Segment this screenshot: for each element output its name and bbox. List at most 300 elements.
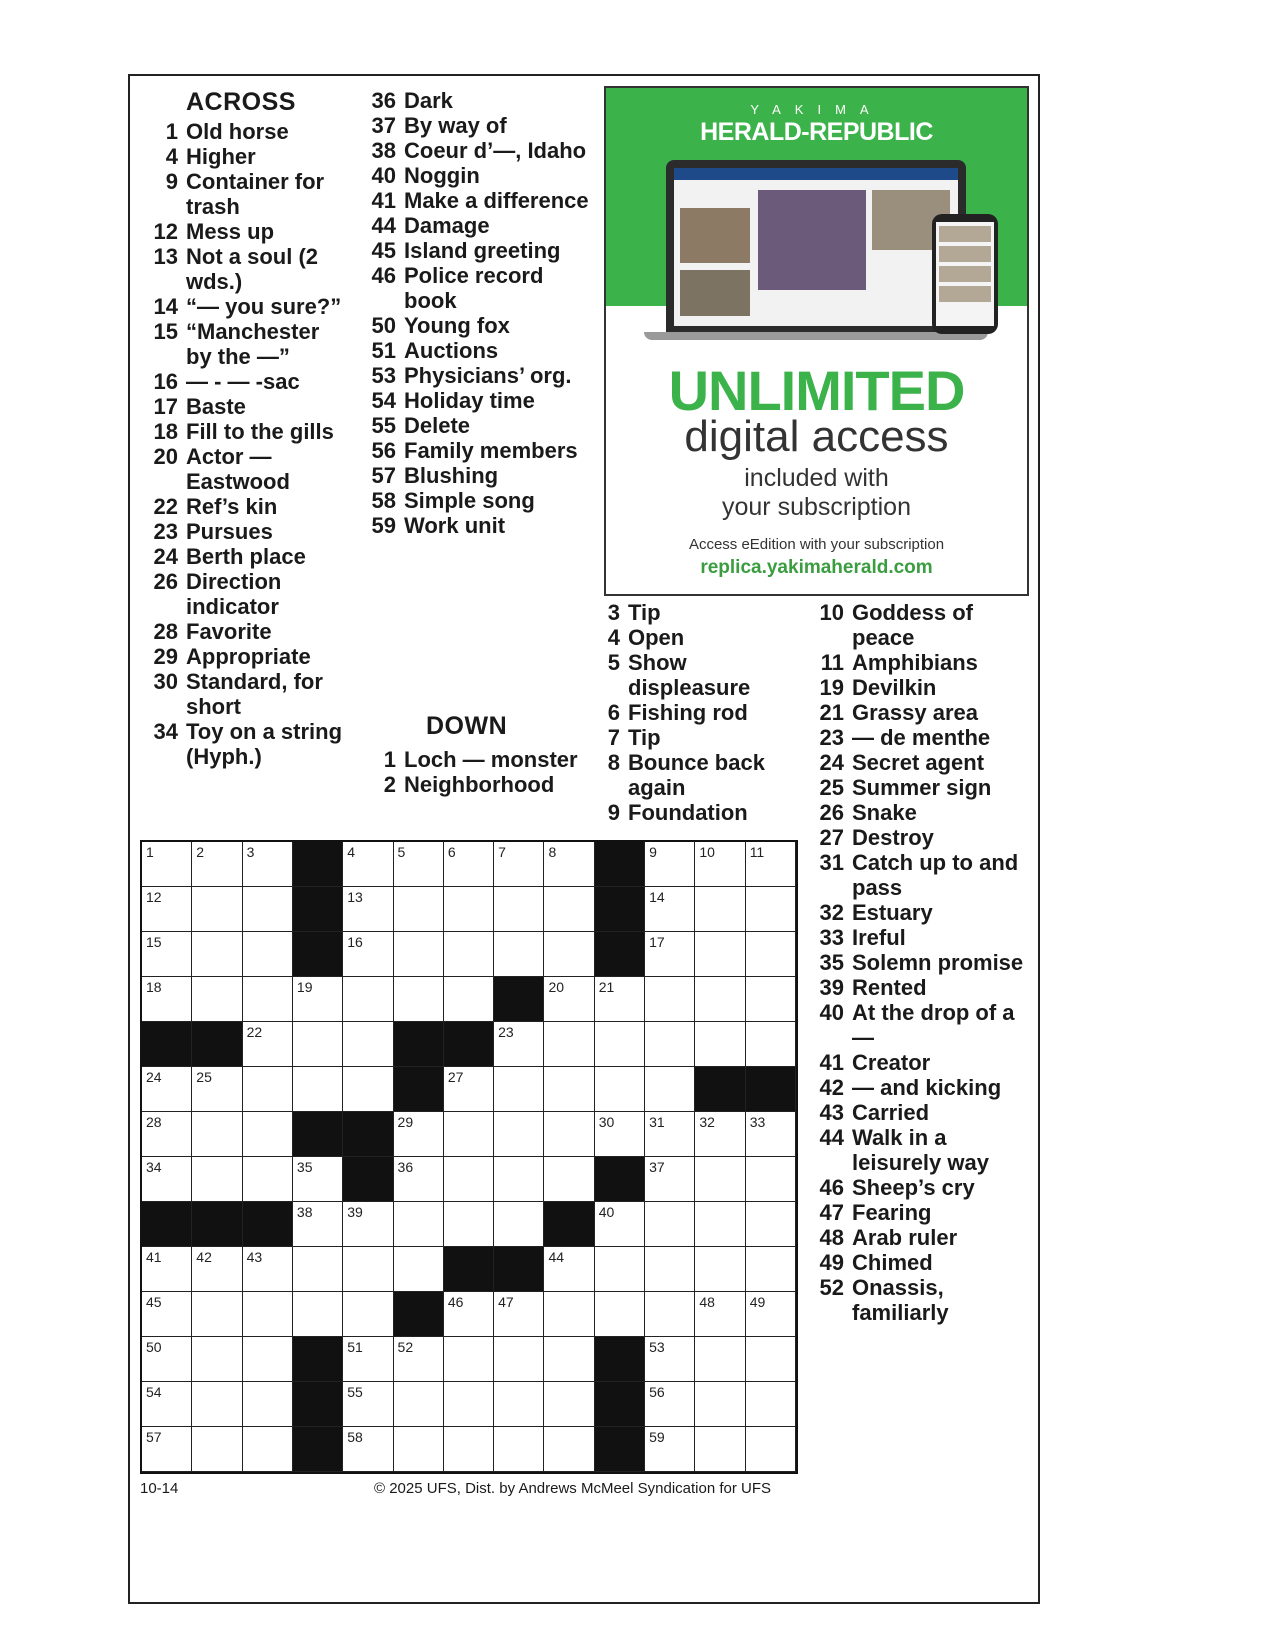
grid-cell[interactable] <box>142 977 192 1022</box>
grid-cell[interactable] <box>444 1382 494 1427</box>
grid-cell[interactable] <box>192 1292 242 1337</box>
clue-number: 24 <box>819 750 844 775</box>
grid-cell[interactable] <box>343 1022 393 1067</box>
across-clue[interactable] <box>140 569 350 619</box>
across-clue[interactable] <box>140 544 350 569</box>
cell-number: 19 <box>296 979 313 995</box>
grid-cell[interactable] <box>444 1337 494 1382</box>
grid-cell[interactable] <box>746 1382 796 1427</box>
down-clue[interactable] <box>358 747 598 772</box>
grid-cell[interactable] <box>544 1337 594 1382</box>
grid-cell[interactable] <box>293 977 343 1022</box>
grid-cell[interactable] <box>142 1382 192 1427</box>
grid-cell[interactable] <box>595 1067 645 1112</box>
grid-cell[interactable] <box>444 1157 494 1202</box>
grid-cell[interactable] <box>343 887 393 932</box>
clue-text: Not a soul (2 wds.) <box>186 244 319 294</box>
grid-cell[interactable] <box>494 1337 544 1382</box>
across-clue[interactable] <box>358 463 598 488</box>
grid-cell[interactable] <box>695 932 745 977</box>
grid-cell[interactable] <box>394 1427 444 1472</box>
down-column-1 <box>358 712 598 797</box>
across-clue[interactable] <box>358 313 598 338</box>
grid-cell[interactable] <box>343 1337 393 1382</box>
grid-cell[interactable] <box>695 1112 745 1157</box>
cell-number: 54 <box>146 1384 162 1400</box>
across-clue[interactable] <box>140 244 350 294</box>
grid-cell[interactable] <box>444 932 494 977</box>
grid-cell[interactable] <box>343 1292 393 1337</box>
clue-text: Work unit <box>404 513 506 538</box>
grid-cell[interactable] <box>444 1427 494 1472</box>
down-clue[interactable] <box>806 925 1038 950</box>
grid-cell[interactable] <box>645 1247 695 1292</box>
down-clue[interactable] <box>806 1200 1038 1225</box>
down-clue[interactable] <box>806 1000 1038 1050</box>
across-clue[interactable] <box>358 238 598 263</box>
across-clue[interactable] <box>358 188 598 213</box>
down-clue[interactable] <box>806 1125 1038 1175</box>
down-clue[interactable] <box>806 1225 1038 1250</box>
grid-block <box>293 887 343 932</box>
down-clue[interactable] <box>806 950 1038 975</box>
grid-cell[interactable] <box>494 1427 544 1472</box>
clue-text: — de menthe <box>852 725 991 750</box>
down-clue[interactable] <box>582 650 802 700</box>
clue-number: 36 <box>371 88 396 113</box>
grid-cell[interactable] <box>192 1427 242 1472</box>
grid-cell[interactable] <box>494 1022 544 1067</box>
grid-cell[interactable] <box>746 1157 796 1202</box>
ad-subhead: digital access <box>684 412 949 461</box>
grid-cell[interactable] <box>544 1247 594 1292</box>
clue-text: Summer sign <box>852 775 992 800</box>
grid-cell[interactable] <box>192 932 242 977</box>
grid-cell[interactable] <box>142 1427 192 1472</box>
clue-number: 57 <box>371 463 396 488</box>
grid-cell[interactable] <box>695 1157 745 1202</box>
clue-number: 54 <box>371 388 396 413</box>
clue-number: 24 <box>153 544 178 569</box>
down-clue[interactable] <box>806 750 1038 775</box>
across-clue[interactable] <box>358 488 598 513</box>
clue-text: By way of <box>404 113 507 138</box>
grid-cell[interactable] <box>394 1382 444 1427</box>
across-clue[interactable] <box>358 513 598 538</box>
across-clue[interactable] <box>140 219 350 244</box>
cell-number: 39 <box>347 1204 363 1220</box>
grid-cell[interactable] <box>494 887 544 932</box>
cell-number: 23 <box>498 1024 514 1040</box>
copyright-text: © 2025 UFS, Dist. by Andrews McMeel Syndication for UFS <box>374 1480 772 1497</box>
grid-cell[interactable] <box>645 887 695 932</box>
across-clue[interactable] <box>140 319 350 369</box>
cell-number: 3 <box>246 844 255 860</box>
grid-cell[interactable] <box>746 1022 796 1067</box>
grid-cell[interactable] <box>192 887 242 932</box>
grid-cell[interactable] <box>243 887 293 932</box>
grid-cell[interactable] <box>544 1157 594 1202</box>
grid-cell[interactable] <box>293 1067 343 1112</box>
down-clue[interactable] <box>582 600 802 625</box>
grid-cell[interactable] <box>544 1067 594 1112</box>
clue-text: Catch up to and pass <box>852 850 1019 900</box>
cell-number: 17 <box>649 934 665 950</box>
grid-cell[interactable] <box>595 977 645 1022</box>
clue-number: 51 <box>371 338 396 363</box>
grid-cell[interactable] <box>343 1382 393 1427</box>
grid-cell[interactable] <box>544 1382 594 1427</box>
grid-cell[interactable] <box>142 842 192 887</box>
cell-number: 41 <box>146 1249 162 1265</box>
across-clue[interactable] <box>358 338 598 363</box>
grid-cell[interactable] <box>444 1067 494 1112</box>
grid-cell[interactable] <box>746 1292 796 1337</box>
down-clue[interactable] <box>582 800 802 825</box>
grid-cell[interactable] <box>695 1202 745 1247</box>
clue-text: Blushing <box>404 463 499 488</box>
across-clue[interactable] <box>140 294 350 319</box>
grid-cell[interactable] <box>494 1067 544 1112</box>
grid-cell[interactable] <box>192 977 242 1022</box>
grid-cell[interactable] <box>444 1292 494 1337</box>
clue-text: Loch — monster <box>404 747 578 772</box>
across-clue[interactable] <box>140 644 350 669</box>
down-clue[interactable] <box>806 1175 1038 1200</box>
clue-text: Fearing <box>852 1200 932 1225</box>
grid-cell[interactable] <box>394 1337 444 1382</box>
clue-number: 4 <box>165 144 178 169</box>
grid-cell[interactable] <box>142 1337 192 1382</box>
grid-cell[interactable] <box>544 977 594 1022</box>
clue-number: 34 <box>153 719 178 744</box>
clue-text: Physicians’ org. <box>404 363 572 388</box>
across-clue[interactable] <box>358 388 598 413</box>
across-clue[interactable] <box>140 719 350 769</box>
down-clue[interactable] <box>806 800 1038 825</box>
grid-cell[interactable] <box>746 1247 796 1292</box>
grid-cell[interactable] <box>243 1067 293 1112</box>
across-clue[interactable] <box>140 619 350 644</box>
clue-number: 30 <box>153 669 178 694</box>
grid-block <box>695 1067 745 1112</box>
clue-number: 20 <box>153 444 178 469</box>
cell-number: 46 <box>447 1294 464 1310</box>
across-clue[interactable] <box>358 138 598 163</box>
grid-cell[interactable] <box>394 1112 444 1157</box>
grid-cell[interactable] <box>243 1292 293 1337</box>
grid-cell[interactable] <box>444 977 494 1022</box>
grid-cell[interactable] <box>645 1022 695 1067</box>
grid-cell[interactable] <box>645 1157 695 1202</box>
down-clue[interactable] <box>806 1275 1038 1325</box>
clue-text: Higher <box>186 144 256 169</box>
down-clue[interactable] <box>806 1075 1038 1100</box>
grid-cell[interactable] <box>494 1292 544 1337</box>
grid-cell[interactable] <box>494 1157 544 1202</box>
grid-cell[interactable] <box>695 1382 745 1427</box>
across-clue[interactable] <box>140 144 350 169</box>
grid-cell[interactable] <box>444 1112 494 1157</box>
grid-cell[interactable] <box>243 1382 293 1427</box>
grid-cell[interactable] <box>293 1022 343 1067</box>
cell-number: 8 <box>548 844 557 860</box>
grid-cell[interactable] <box>645 1202 695 1247</box>
subscription-ad[interactable] <box>604 86 1029 596</box>
grid-cell[interactable] <box>695 842 745 887</box>
grid-cell[interactable] <box>444 887 494 932</box>
grid-cell[interactable] <box>243 1112 293 1157</box>
grid-cell[interactable] <box>444 842 494 887</box>
down-heading: DOWN <box>426 712 508 740</box>
grid-cell[interactable] <box>343 932 393 977</box>
grid-cell[interactable] <box>243 1022 293 1067</box>
grid-cell[interactable] <box>293 1202 343 1247</box>
clue-number: 4 <box>607 625 620 650</box>
grid-cell[interactable] <box>192 1112 242 1157</box>
grid-cell[interactable] <box>142 1292 192 1337</box>
across-clue[interactable] <box>358 263 598 313</box>
down-clue[interactable] <box>582 625 802 650</box>
clue-text: Auctions <box>404 338 499 363</box>
grid-cell[interactable] <box>746 842 796 887</box>
down-clue[interactable] <box>806 725 1038 750</box>
grid-cell[interactable] <box>343 1427 393 1472</box>
grid-cell[interactable] <box>645 842 695 887</box>
grid-cell[interactable] <box>544 887 594 932</box>
grid-cell[interactable] <box>243 1157 293 1202</box>
cell-number: 4 <box>347 844 356 860</box>
across-clue[interactable] <box>140 169 350 219</box>
grid-cell[interactable] <box>544 842 594 887</box>
clue-text: Amphibians <box>852 650 978 675</box>
clue-text: Tip <box>628 600 661 625</box>
grid-cell[interactable] <box>494 1112 544 1157</box>
grid-cell[interactable] <box>645 1292 695 1337</box>
grid-cell[interactable] <box>544 1112 594 1157</box>
clue-number: 43 <box>819 1100 844 1125</box>
grid-cell[interactable] <box>746 977 796 1022</box>
grid-cell[interactable] <box>243 1427 293 1472</box>
down-column-2 <box>582 600 802 825</box>
cell-number: 28 <box>146 1114 162 1130</box>
across-clue[interactable] <box>358 213 598 238</box>
across-clue[interactable] <box>140 394 350 419</box>
across-clue[interactable] <box>140 119 350 144</box>
down-clue[interactable] <box>358 772 598 797</box>
across-clue[interactable] <box>140 369 350 394</box>
across-clue[interactable] <box>358 163 598 188</box>
down-clue[interactable] <box>806 975 1038 1000</box>
clue-number: 50 <box>371 313 396 338</box>
down-clue[interactable] <box>806 1100 1038 1125</box>
grid-cell[interactable] <box>695 977 745 1022</box>
grid-cell[interactable] <box>394 1202 444 1247</box>
crossword-grid[interactable] <box>140 840 798 1474</box>
grid-cell[interactable] <box>243 977 293 1022</box>
down-clue[interactable] <box>806 675 1038 700</box>
clue-number: 17 <box>153 394 178 419</box>
grid-cell[interactable] <box>243 1247 293 1292</box>
down-clue[interactable] <box>582 750 802 800</box>
clue-text: At the drop of a — <box>852 1000 1015 1050</box>
grid-cell[interactable] <box>192 1247 242 1292</box>
clue-number: 2 <box>383 772 396 797</box>
grid-cell[interactable] <box>394 1157 444 1202</box>
grid-cell[interactable] <box>645 977 695 1022</box>
clue-number: 44 <box>371 213 396 238</box>
grid-cell[interactable] <box>192 1067 242 1112</box>
grid-cell[interactable] <box>243 842 293 887</box>
grid-cell[interactable] <box>544 932 594 977</box>
grid-cell[interactable] <box>746 1427 796 1472</box>
grid-cell[interactable] <box>595 1292 645 1337</box>
clue-text: Goddess of peace <box>852 600 974 650</box>
grid-cell[interactable] <box>394 887 444 932</box>
across-clue[interactable] <box>358 438 598 463</box>
grid-cell[interactable] <box>494 1382 544 1427</box>
grid-cell[interactable] <box>343 1067 393 1112</box>
grid-cell[interactable] <box>394 977 444 1022</box>
down-clue[interactable] <box>806 900 1038 925</box>
grid-cell[interactable] <box>645 1427 695 1472</box>
grid-cell[interactable] <box>142 932 192 977</box>
clue-number: 26 <box>819 800 844 825</box>
grid-cell[interactable] <box>544 1292 594 1337</box>
cell-number: 9 <box>649 844 657 860</box>
grid-cell[interactable] <box>695 1022 745 1067</box>
grid-cell[interactable] <box>494 1202 544 1247</box>
grid-cell[interactable] <box>695 1427 745 1472</box>
grid-cell[interactable] <box>394 1247 444 1292</box>
clue-text: Neighborhood <box>404 772 555 797</box>
grid-block <box>394 1292 444 1337</box>
across-clue[interactable] <box>140 494 350 519</box>
grid-cell[interactable] <box>293 1247 343 1292</box>
grid-cell[interactable] <box>142 1157 192 1202</box>
clue-number: 42 <box>819 1075 844 1100</box>
grid-cell[interactable] <box>494 842 544 887</box>
clue-number: 37 <box>371 113 396 138</box>
down-clue[interactable] <box>806 850 1038 900</box>
cell-number: 15 <box>146 934 162 950</box>
grid-cell[interactable] <box>645 1337 695 1382</box>
grid-cell[interactable] <box>343 1202 393 1247</box>
clue-text: Family members <box>404 438 578 463</box>
clue-number: 1 <box>383 747 396 772</box>
down-clue[interactable] <box>806 775 1038 800</box>
grid-cell[interactable] <box>595 1112 645 1157</box>
grid-cell[interactable] <box>595 1202 645 1247</box>
grid-cell[interactable] <box>645 1382 695 1427</box>
grid-cell[interactable] <box>142 1247 192 1292</box>
grid-block <box>192 1202 242 1247</box>
clue-number: 19 <box>819 675 844 700</box>
across-clue[interactable] <box>358 413 598 438</box>
grid-cell[interactable] <box>695 1337 745 1382</box>
grid-cell[interactable] <box>645 932 695 977</box>
ad-url-link[interactable]: replica.yakimaherald.com <box>700 557 933 578</box>
grid-cell[interactable] <box>343 842 393 887</box>
clue-number: 52 <box>819 1275 844 1300</box>
cell-number: 49 <box>749 1294 766 1310</box>
grid-cell[interactable] <box>746 887 796 932</box>
grid-cell[interactable] <box>645 1067 695 1112</box>
across-clue[interactable] <box>140 669 350 719</box>
grid-cell[interactable] <box>343 1247 393 1292</box>
grid-cell[interactable] <box>293 1157 343 1202</box>
grid-cell[interactable] <box>243 932 293 977</box>
cell-number: 33 <box>749 1114 766 1130</box>
grid-cell[interactable] <box>142 887 192 932</box>
grid-cell[interactable] <box>695 1247 745 1292</box>
down-clue[interactable] <box>806 1050 1038 1075</box>
grid-cell[interactable] <box>595 1022 645 1067</box>
down-clue[interactable] <box>582 725 802 750</box>
clue-number: 53 <box>371 363 396 388</box>
grid-cell[interactable] <box>243 1337 293 1382</box>
grid-cell[interactable] <box>494 932 544 977</box>
grid-cell[interactable] <box>695 1292 745 1337</box>
grid-cell[interactable] <box>192 1382 242 1427</box>
down-clue[interactable] <box>806 825 1038 850</box>
clue-number: 32 <box>819 900 844 925</box>
down-clue[interactable] <box>806 650 1038 675</box>
clue-text: Creator <box>852 1050 931 1075</box>
grid-cell[interactable] <box>343 977 393 1022</box>
grid-cell[interactable] <box>544 1022 594 1067</box>
grid-cell[interactable] <box>544 1427 594 1472</box>
across-clue[interactable] <box>358 88 598 113</box>
grid-cell[interactable] <box>746 1337 796 1382</box>
across-clue[interactable] <box>140 519 350 544</box>
clue-text: Snake <box>852 800 917 825</box>
grid-cell[interactable] <box>192 1337 242 1382</box>
grid-cell[interactable] <box>293 1292 343 1337</box>
cell-number: 35 <box>296 1159 313 1175</box>
across-clue[interactable] <box>358 113 598 138</box>
ad-line-1: included with <box>744 464 889 492</box>
grid-cell[interactable] <box>192 1157 242 1202</box>
grid-cell[interactable] <box>595 1247 645 1292</box>
grid-cell[interactable] <box>142 1112 192 1157</box>
down-clue[interactable] <box>582 700 802 725</box>
across-clue[interactable] <box>140 419 350 444</box>
grid-cell[interactable] <box>394 932 444 977</box>
grid-cell[interactable] <box>444 1202 494 1247</box>
clue-number: 45 <box>371 238 396 263</box>
grid-cell[interactable] <box>695 887 745 932</box>
grid-cell[interactable] <box>192 842 242 887</box>
across-clue[interactable] <box>140 444 350 494</box>
grid-cell[interactable] <box>746 932 796 977</box>
across-clue[interactable] <box>358 363 598 388</box>
clue-number: 23 <box>819 725 844 750</box>
grid-cell[interactable] <box>645 1112 695 1157</box>
down-clue[interactable] <box>806 600 1038 650</box>
grid-cell[interactable] <box>394 842 444 887</box>
clue-text: Fishing rod <box>628 700 748 725</box>
clue-text: Solemn promise <box>852 950 1024 975</box>
grid-cell[interactable] <box>746 1112 796 1157</box>
grid-cell[interactable] <box>746 1202 796 1247</box>
grid-cell[interactable] <box>142 1067 192 1112</box>
down-clue[interactable] <box>806 700 1038 725</box>
grid-block <box>293 1337 343 1382</box>
cell-number: 27 <box>447 1069 464 1085</box>
down-clue[interactable] <box>806 1250 1038 1275</box>
clue-number: 31 <box>819 850 844 875</box>
